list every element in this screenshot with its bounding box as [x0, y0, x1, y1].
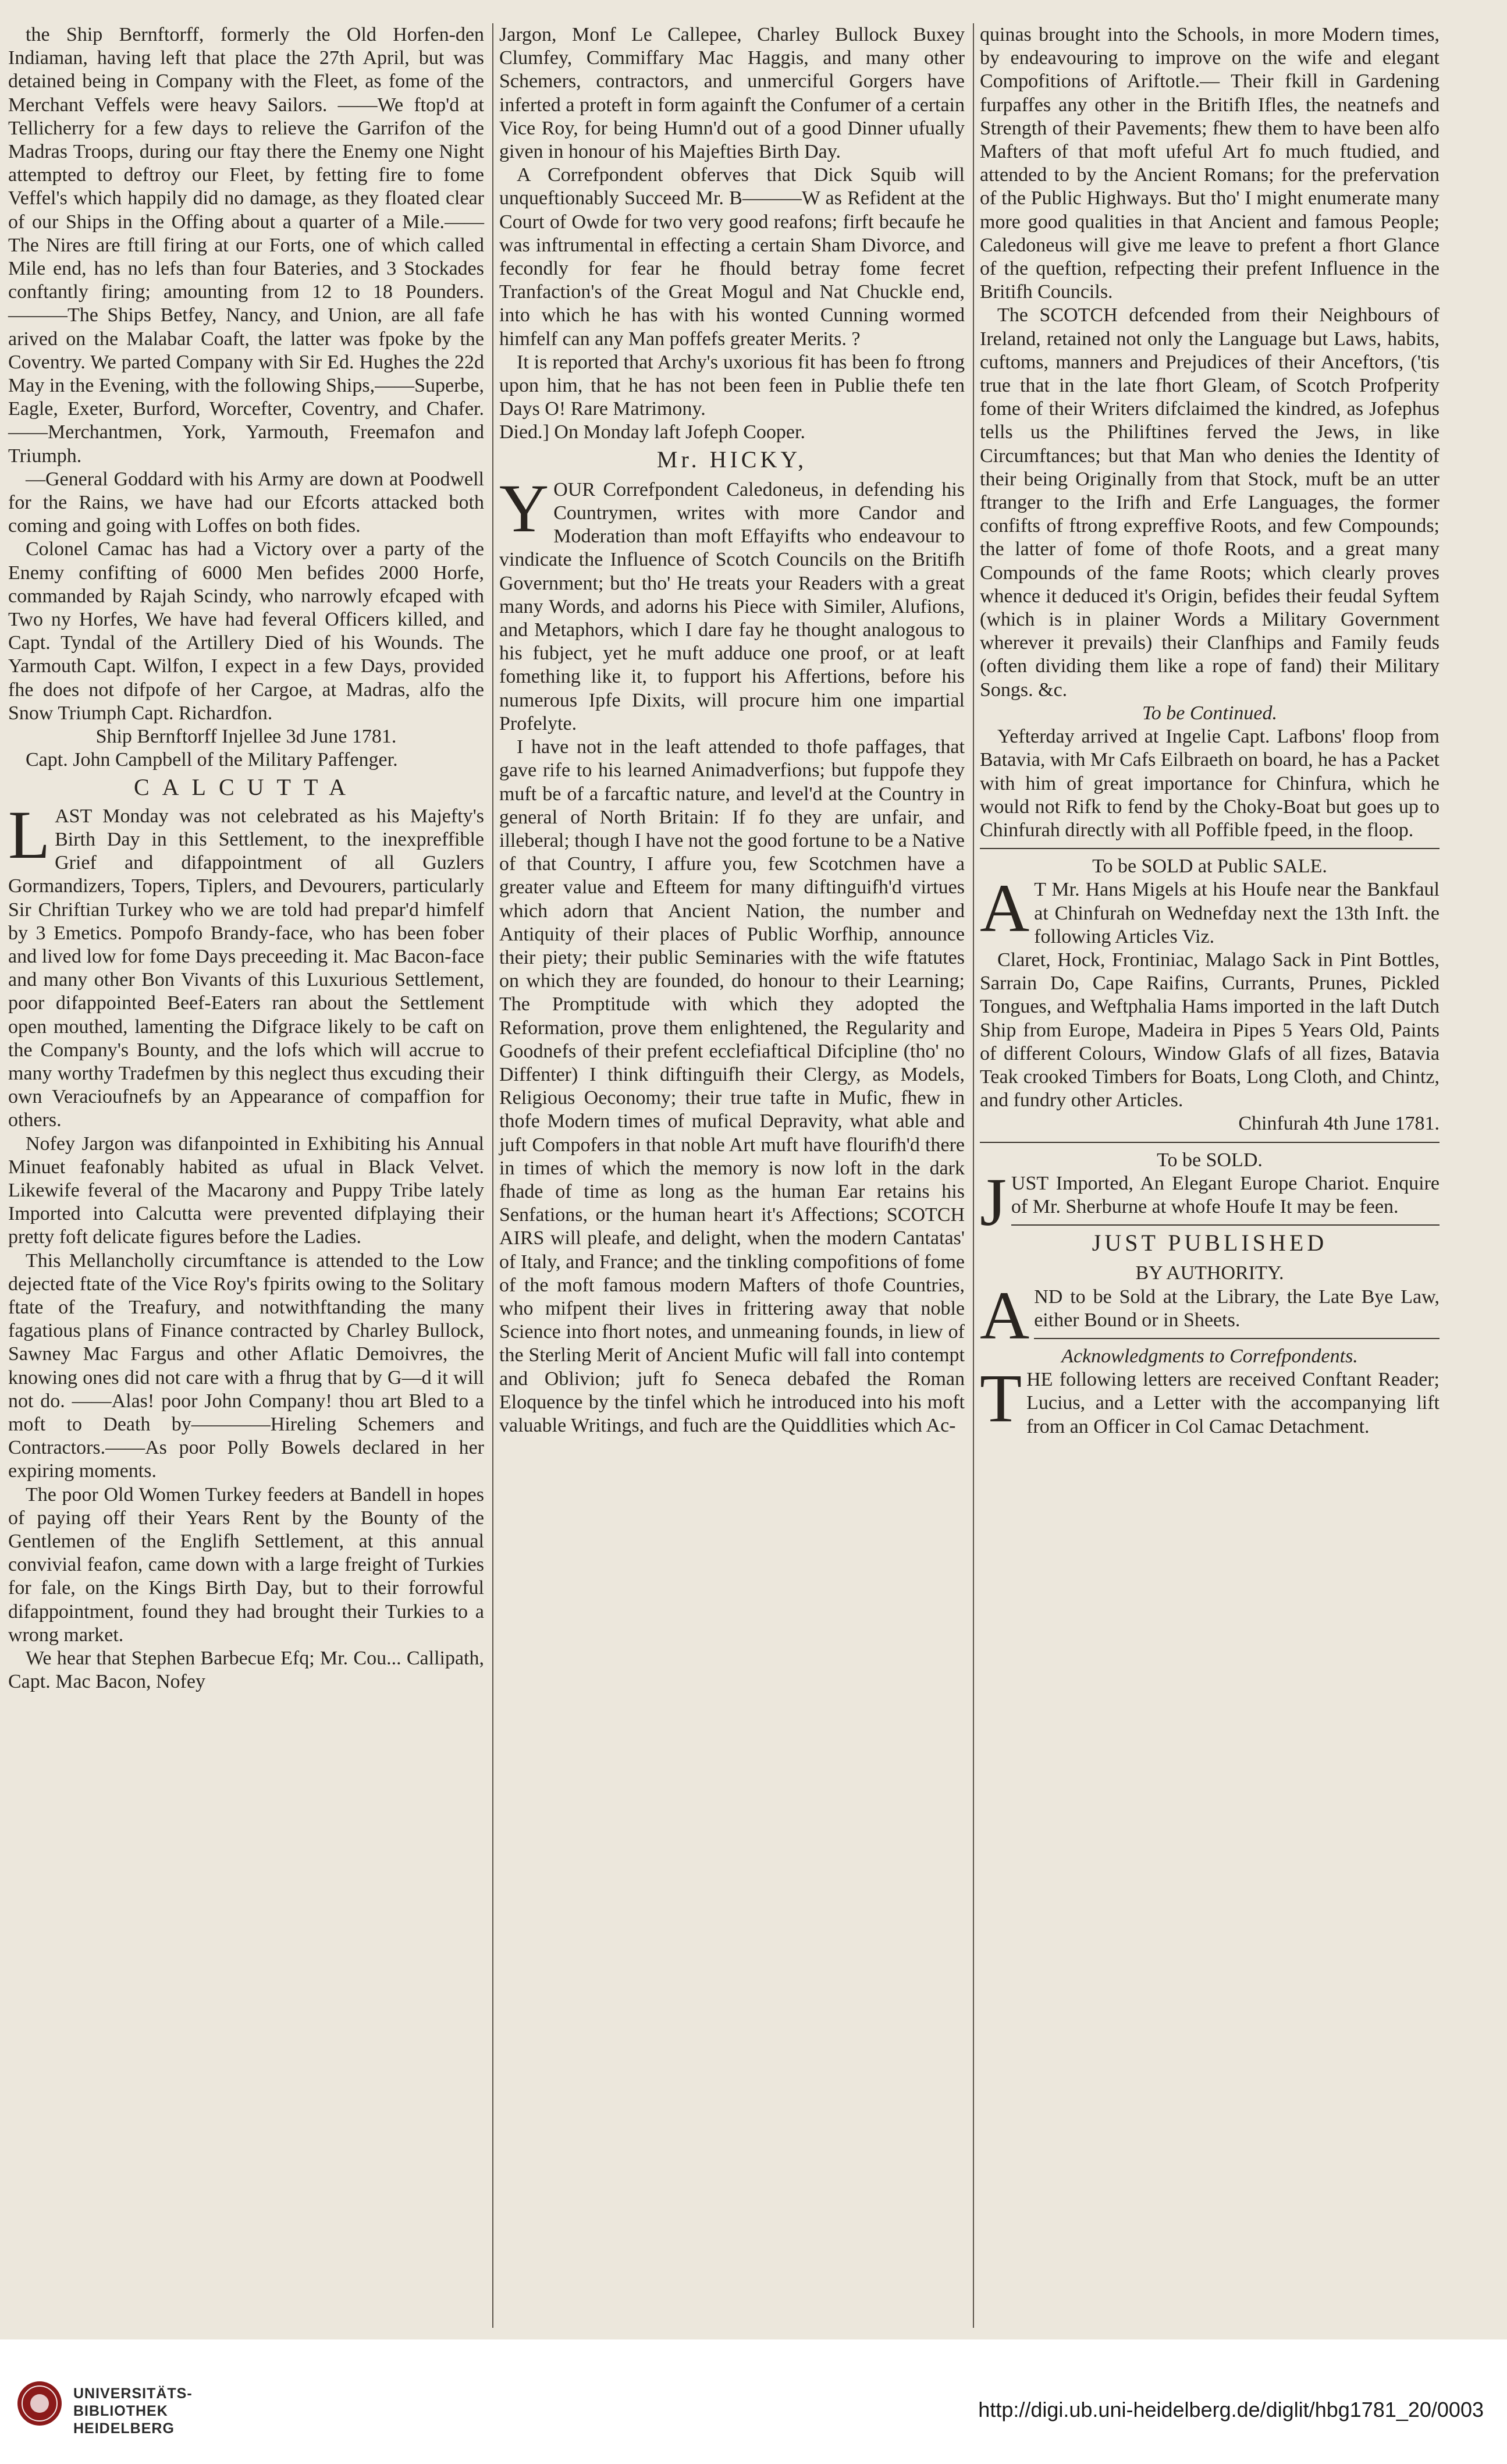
paragraph-text: T Mr. Hans Migels at his Houfe near the Bankfaul at Chinfurah on Wednefday next the 13th Inft. the following Articles Viz.	[1034, 879, 1445, 947]
article-paragraph	[980, 1163, 1445, 1240]
logo-line-3: HEIDELBERG	[73, 2420, 175, 2437]
column-rule	[492, 23, 493, 2328]
library-name	[73, 2385, 193, 2437]
section-divider	[980, 848, 1440, 849]
drop-cap: A	[980, 1277, 1030, 1354]
article-paragraph	[499, 470, 970, 736]
section-heading: JUST PUBLISHED	[1092, 1230, 1328, 1256]
article-paragraph	[8, 796, 489, 1132]
logo-line-2: BIBLIOTHEK	[73, 2403, 168, 2419]
section-heading: CALCUTTA	[133, 773, 359, 800]
article-paragraph: We hear that Stephen Barbecue Efq; Mr. Cou... Callipath, Capt. Mac Bacon, Nofey	[8, 1648, 489, 1693]
article-paragraph: the Ship Bernftorff, formerly the Old Horfen-den Indiaman, having left that place the 27th April, but was detained being in Company with the Fleet, as fome of the Merchant Veffels were heavy Sailors. ——We ftop'd at Tellicherry for a few days to relieve the Garrifon of the Madras Troops, during our ftay there the Enemy one Night attempted to deftroy our Fleet, by fetting fire to fome Veffel's which happily did no damage, as they floated clear of our Ships in the Offing about a quarter of a Mile.—— The Nires are ftill firing at our Forts, one of which called Mile end, has no lefs than four Bateries, and 3 Stockades conftantly firing; amounting from 12 to 18 Pounders.———The Ships Betfey, Nancy, and Union, are all fafe arived on the Malabar Coaft, the latter was fpoke by the Coventry. We parted Company with Sir Ed. Hughes the 22d May in the Evening, with the following Ships,——Superbe, Eagle, Exeter, Burford, Worcefter, Coventry, and Chafer.——Merchantmen, York, Yarmouth, Freemafon and Triumph.	[8, 24, 489, 467]
article-paragraph: —General Goddard with his Army are down at Poodwell for the Rains, we have had our Efcorts attacked both coming and going with Loffes on both fides.	[8, 468, 489, 537]
paragraph-text: HE following letters are received Conftant Reader; Lucius, and a Letter with the accompanying lift from an Officer in Col Camac Detachment.	[1026, 1369, 1445, 1437]
drop-cap: L	[8, 796, 51, 873]
drop-cap: Y	[499, 470, 549, 546]
article-paragraph: To be SOLD at Public SALE.	[1092, 855, 1327, 878]
drop-cap: T	[980, 1360, 1022, 1437]
column-rule	[973, 23, 974, 2328]
section-divider	[1034, 1338, 1440, 1339]
article-paragraph: Yefterday arrived at Ingelie Capt. Lafbons' floop from Batavia, with Mr Cafs Eilbraeth on board, he has a Packet with him of great importance for Chinfura, which he would not Rifk to fend by the Choky-Boat but goes up to Chinfurah directly with all Poffible fpeed, in the floop.	[980, 726, 1445, 841]
article-paragraph: Claret, Hock, Frontiniac, Malago Sack in Pint Bottles, Sarrain Do, Cape Raifins, Currants, Prunes, Pickled Tongues, and Weftphalia Hams imported in the laft Dutch Ship from Europe, Madeira in Pipes 5 Years Old, Paints of different Colours, Window Glafs of all fizes, Batavia Teak crooked Timbers for Boats, Long Cloth, and Chintz, and fundry other Articles.	[980, 949, 1445, 1112]
article-paragraph: Jargon, Monf Le Callepee, Charley Bullock Buxey Clumfey, Commiffary Mac Haggis, and many other Schemers, contractors, and unmerciful Gorgers have inferted a proteft in form againft the Confumer of a certain Vice Roy, for being Humn'd out of a good Dinner ufually given in honour of his Majefties Birth Day.	[499, 24, 970, 163]
article-paragraph: Nofey Jargon was difanpointed in Exhibiting his Annual Minuet feafonably habited as ufual in Black Velvet. Likewife feveral of the Macarony and Puppy Tribe lately Imported into Calcutta were prevented difplaying their pretty foft delicate figures before the Ladies.	[8, 1132, 489, 1248]
section-divider	[980, 1142, 1440, 1143]
footer-bar	[0, 2339, 1507, 2464]
article-paragraph: BY AUTHORITY.	[1135, 1262, 1284, 1284]
column-right	[980, 23, 1445, 2328]
article-paragraph: Acknowledgments to Correfpondents.	[1061, 1345, 1358, 1367]
paragraph-text: OUR Correfpondent Caledoneus, in defending his Countrymen, writes with more Candor and Moderation than moft Effayifts who endeavour to vindicate the Influence of Scotch Councils on the Britifh Government; but tho' He treats your Readers with a great many Words, and adorns his Piece with Similer, Alufions, and Metaphors, which I dare fay he thought analogous to his fubject, yet he muft adduce one proof, or at leaft fomething like it, to fupport his Affertions, before his numerous Ipfe Dixits, will procure him one impartial Profelyte.	[499, 478, 970, 734]
article-paragraph: A Correfpondent obferves that Dick Squib will unqueftionably Succeed Mr. B———W as Refident at the Court of Owde for two very good reafons; firft becaufe he was inftrumental in effecting a certain Sham Divorce, and fecondly for fear he fhould betray fome fecret Tranfaction's of the Great Mogul and Nat Chuckle end, into which he has with his wonted Cunning wormed himfelf can any Man poffefs greater Merits. ?	[499, 164, 970, 350]
article-paragraph: The poor Old Women Turkey feeders at Bandell in hopes of paying off their Years Rent by the Bounty of the Gentlemen of the Englifh Settlement, at this annual convivial feafon, came down with a large freight of Turkies for fale, on the Kings Birth Day, but to their forrowful difappointment, found they had brought their Turkies to a wrong market.	[8, 1483, 489, 1646]
article-paragraph: To be SOLD.	[1157, 1149, 1263, 1171]
paragraph-text: ND to be Sold at the Library, the Late Bye Law, either Bound or in Sheets.	[1034, 1286, 1445, 1331]
article-paragraph: The SCOTCH defcended from their Neighbours of Ireland, retained not only the Language but Laws, habits, cuftoms, manners and Prejudices of their Anceftors, ('tis true that in the late fhort Gleam, of Scotch Profperity fome of their Writers difclaimed the kindred, as Jofephus tells us the Philiftines ferved the Jews, in like Circumftances; but that Man who denies the Identity of their being Originally from that Stock, muft be an utter ftranger to the Irifh and Erfe Languages, the former confifts of ftrong expreffive Roots, and few Compounds; the latter of fome of thofe Roots, and a great many Compounds of the fame Roots; which clearly proves whence it deduced it's Origin, befides their feudal Syftem (which is in plainer Words a Military Government wherever it prevails) their Clanfhips and Family feuds (often dividing them like a rope of fand) their Military Songs. &c.	[980, 304, 1445, 701]
article-paragraph: Died.] On Monday laft Jofeph Cooper.	[499, 421, 805, 443]
article-paragraph	[980, 870, 1445, 949]
article-paragraph: Colonel Camac has had a Victory over a party of the Enemy confifting of 6000 Men befides 2000 Horfe, commanded by Rajah Scindy, who narrowly efcaped with Two ny Horfes, We have had feveral Officers killed, and Capt. Tyndal of the Artillery Died of his Wounds. The Yarmouth Capt. Wilfon, I expect in a few Days, provided fhe does not difpofe of her Cargoe, at Madras, alfo the Snow Triumph Capt. Richardfon.	[8, 538, 489, 724]
article-paragraph	[980, 1360, 1445, 1439]
column-middle	[499, 23, 970, 2328]
article-paragraph	[980, 1277, 1445, 1354]
article-paragraph: quinas brought into the Schools, in more Modern times, by endeavouring to improve on the wife and elegant Compofitions of Ariftotle.— Their fkill in Gardening furpaffes any other in the Britifh Ifles, the neatnefs and Strength of their Pavements; fhew them to have been alfo Mafters of that moft ufeful Art fo much ftudied, and attended to by the Ancient Romans; for the prefervation of the Public Highways. But tho' I might enumerate many more good qualities in that Ancient and famous People; Caledoneus will give me leave to prefent a fhort Glance of the queftion, refpecting their prefent Influence in the Britifh Councils.	[980, 24, 1445, 303]
logo-line-1: UNIVERSITÄTS-	[73, 2385, 193, 2402]
section-heading: Mr. HICKY,	[656, 446, 808, 473]
drop-cap: J	[980, 1163, 1007, 1240]
article-paragraph: To be Continued.	[1142, 702, 1278, 724]
university-seal-icon	[16, 2380, 63, 2427]
article-paragraph: This Mellancholly circumftance is attended to the Low dejected ftate of the Vice Roy's fpirits owing to the Solitary ftate of the Treafury, and notwithftanding the many fagatious plans of Finance contracted by Charley Bullock, Sawney Mac Fargus and other Aflatic Demoivres, the knowing ones did not care with a fhrug that by G—d it will not do. ——Alas! poor John Company! thou art Bled to a moft to Death by————Hireling Schemers and Contractors.——As poor Polly Bowels declared in her expiring moments.	[8, 1249, 489, 1482]
article-paragraph: Capt. John Campbell of the Military Paffenger.	[26, 749, 398, 771]
source-url[interactable]: http://digi.ub.uni-heidelberg.de/diglit/hbg1781_20/0003	[978, 2398, 1484, 2422]
library-logo[interactable]	[16, 2380, 261, 2437]
article-paragraph: I have not in the leaft attended to thofe paffages, that gave rife to his learned Animadverfions; but fuppofe they muft be of a farcaftic nature, and level'd at the Country in general of North Britain: If fo they are unfair, and illeberal; though I have not the good fortune to be a Native of that Country, I affure you, few Scotchmen have a greater value and Efteem for many diftinguifh'd virtues which adorn that Ancient Nation, the number and Antiquity of their places of Public Worfhip, announce their piety; their public Seminaries with the wife ftatutes on which they are founded, do honour to their Learning; The Promptitude with which they adopted the Reformation, prove them enlightened, the Regularity and Goodnefs of their prefent ecclefiaftical Difcipline (tho' no Diffenter) I think diftinguifh their Clergy, as Models, Religious Oeconomy; their true tafte in Mufic, fhew in thofe Modern times of mufical Depravity, what able and juft Compofers in that noble Art muft have flourifh'd there in times of which the memory is now loft in the dark fhade of time as long as the human Ear retains his Senfations, or the human heart it's Affections; SCOTCH AIRS will pleafe, and delight, when the modern Cantatas' of Italy, and France; and the tinkling compofitions of fome of the moft famous modern Mafters of thofe Countries, who mifpent their lives in frittering away that noble Science into fhort notes, and unmeaning founds, in liew of the Sterling Merit of Ancient Mufic will fall into contempt and Oblivion; juft fo Seneca debafed the Roman Eloquence by the tinfel which he introduced into his moft valuable Writings, and fuch are the Quiddlities which Ac-	[499, 736, 970, 1436]
paragraph-text: UST Imported, An Elegant Europe Chariot. Enquire of Mr. Sherburne at whofe Houfe It may be feen.	[1011, 1172, 1445, 1217]
article-paragraph: Ship Bernftorff Injellee 3d June 1781.	[95, 726, 397, 748]
paragraph-text: AST Monday was not celebrated as his Majefty's Birth Day in this Settlement, to the inexpreffible Grief and difappointment of all Guzlers Gormandizers, Topers, Tiplers, and Devourers, particularly Sir Chriftian Turkey who we are told had prepar'd himfelf by 3 Emetics. Pompofo Brandy-face, who has been fober and lived low for fome Days preceeding it. Mac Bacon-face and many other Bon Vivants of this Luxurious Settlement, poor difappointed Beef-Eaters ran about the Settlement open mouthed, lamenting the Difgrace likely to be caft on the Company's Bounty, and the lofs which will accrue to many worthy Tradefmen by this neglect thus excuding their own Veracioufnefs by an Appearance of compaffion for others.	[8, 805, 489, 1131]
section-divider	[1011, 1224, 1440, 1226]
article-paragraph: It is reported that Archy's uxorious fit has been fo ftrong upon him, that he has not been feen in Publie thefe ten Days O! Rare Matrimony.	[499, 351, 970, 420]
article-paragraph: Chinfurah 4th June 1781.	[1238, 1113, 1440, 1135]
column-left	[8, 23, 489, 2328]
drop-cap: A	[980, 870, 1030, 947]
